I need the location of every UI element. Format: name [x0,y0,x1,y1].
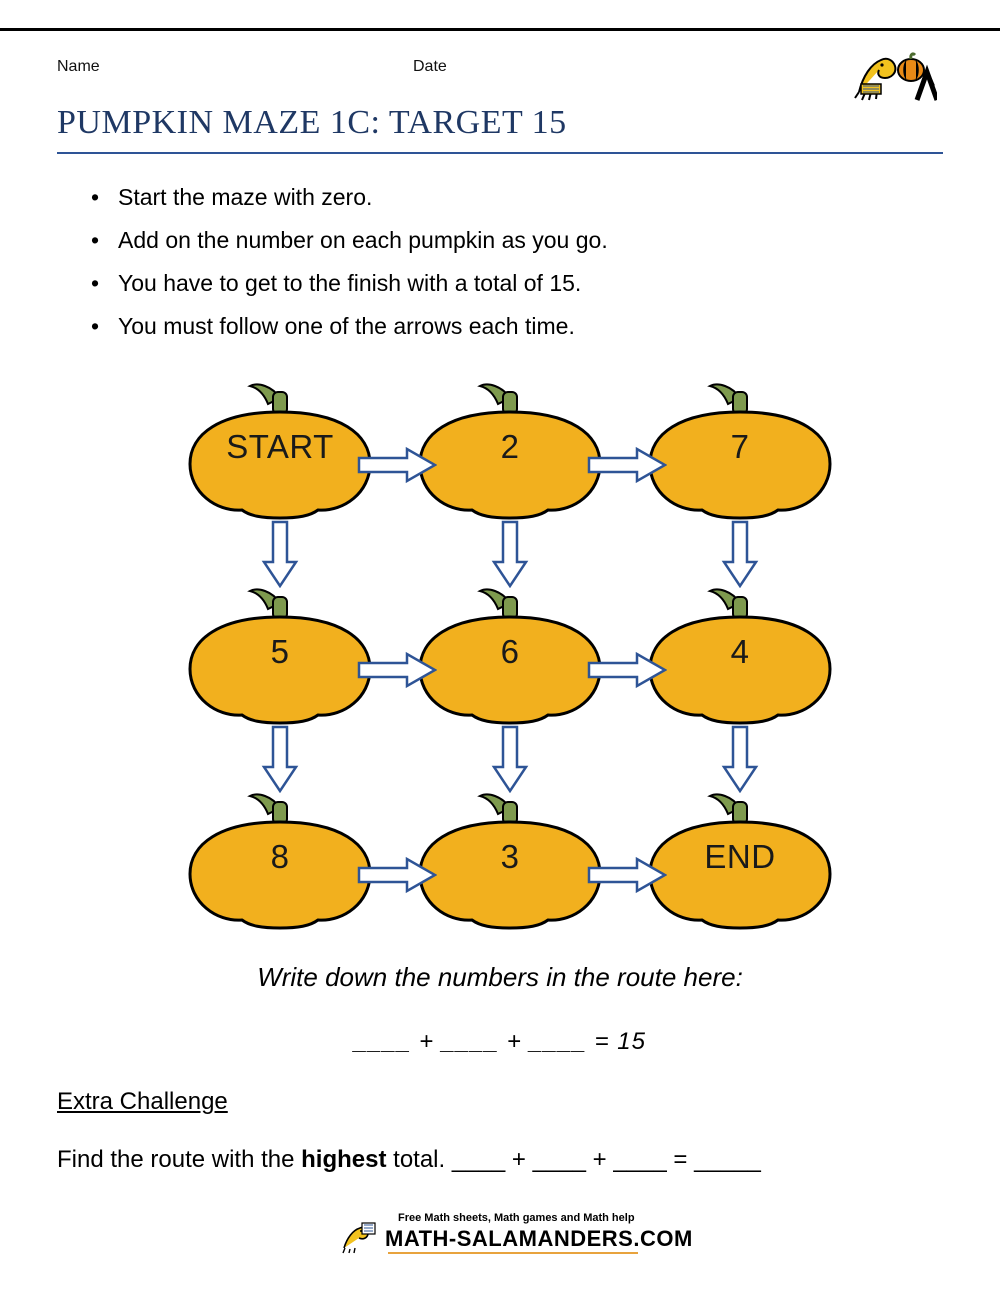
maze-cell-label: 2 [500,428,520,465]
title-divider [57,152,943,154]
top-rule [0,28,1000,31]
maze-cell-4[interactable] [640,577,840,727]
pumpkin-icon [180,782,380,932]
pumpkin-icon [180,372,380,522]
page-title: PUMPKIN MAZE 1C: TARGET 15 [57,104,567,141]
maze-cell-label: 7 [730,428,750,465]
extra-line-bold: highest [301,1146,387,1173]
arrow-down-icon [720,725,760,793]
header-row [57,58,937,82]
arrow-right-icon [357,855,437,895]
footer-underline [388,1252,638,1254]
footer [0,1212,1000,1272]
arrow-right-icon [357,650,437,690]
maze-cell-3[interactable] [410,782,610,932]
arrow-down-icon [490,725,530,793]
arrow-down-icon [260,725,300,793]
pumpkin-icon [410,577,610,727]
extra-challenge-heading: Extra Challenge [57,1088,228,1115]
maze-cell-label: 6 [500,633,520,670]
pumpkin-icon [640,372,840,522]
maze-cell-2[interactable] [410,372,610,522]
footer-brand[interactable]: MATH-SALAMANDERS.COM [385,1226,693,1251]
arrow-right-icon [587,650,667,690]
maze-cell-start[interactable] [180,372,380,522]
route-prompt: Write down the numbers in the route here: [257,962,743,992]
maze-cell-6[interactable] [410,577,610,727]
instructions-list [84,176,884,348]
maze-cell-label: 8 [270,838,290,875]
extra-challenge-line[interactable] [57,1146,761,1174]
instruction-item: • Start the maze with zero. [84,176,884,219]
maze-cell-8[interactable] [180,782,380,932]
date-label: Date [413,58,447,75]
salamander-footer-icon [340,1220,386,1254]
maze-cell-label: START [226,428,334,465]
extra-line-before: Find the route with the [57,1146,302,1173]
instruction-item: • You have to get to the finish with a total of 15. [84,262,884,305]
pumpkin-icon [410,372,610,522]
maze-cell-7[interactable] [640,372,840,522]
footer-tagline: Free Math sheets, Math games and Math help [398,1212,635,1224]
maze-cell-label: 5 [270,633,290,670]
route-equation-blank[interactable]: ____ + ____ + ____ = 15 [354,1028,646,1055]
pumpkin-icon [640,577,840,727]
instruction-item: • Add on the number on each pumpkin as you go. [84,219,884,262]
arrow-right-icon [357,445,437,485]
arrow-right-icon [587,855,667,895]
pumpkin-icon [410,782,610,932]
pumpkin-maze [180,372,840,932]
extra-line-after: total. ____ + ____ + ____ = _____ [386,1146,761,1173]
instruction-item: • You must follow one of the arrows each time. [84,305,884,348]
maze-cell-end[interactable] [640,782,840,932]
footer-inner [350,1212,693,1258]
arrow-down-icon [720,520,760,588]
pumpkin-icon [180,577,380,727]
pumpkin-icon [640,782,840,932]
salamander-logo-icon [851,48,937,106]
name-label: Name [57,58,100,75]
arrow-down-icon [490,520,530,588]
maze-cell-5[interactable] [180,577,380,727]
arrow-right-icon [587,445,667,485]
maze-cell-label: 4 [730,633,750,670]
maze-cell-label: END [704,838,776,875]
maze-cell-label: 3 [500,838,520,875]
arrow-down-icon [260,520,300,588]
